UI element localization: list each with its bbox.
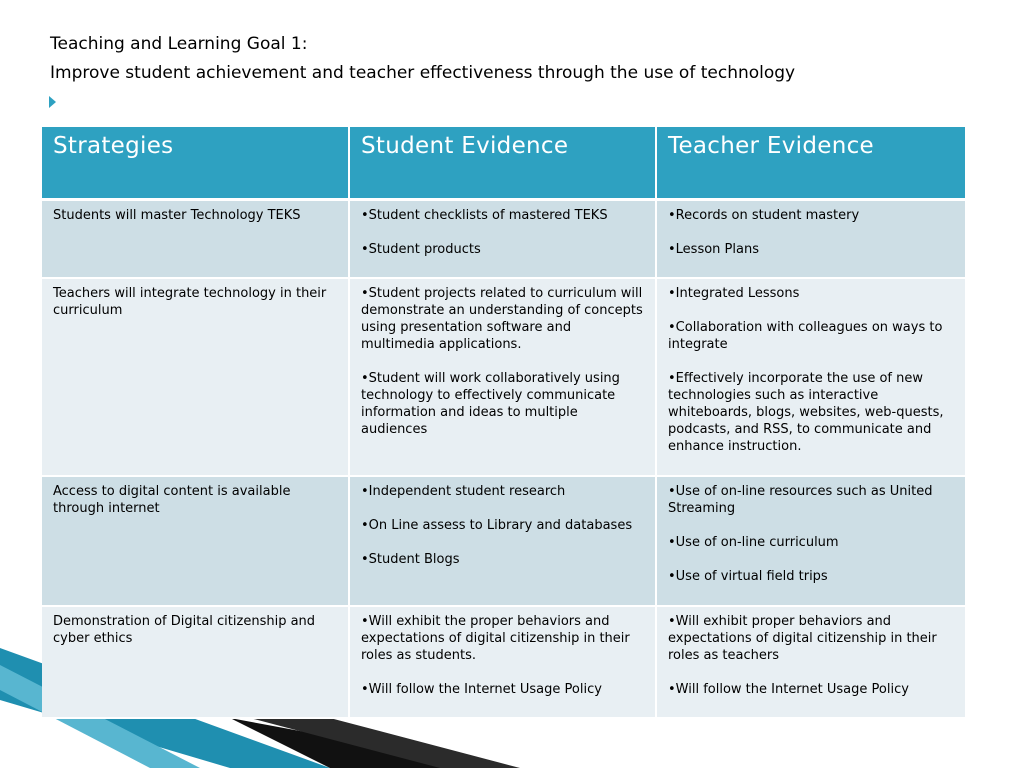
strategy-cell [42,606,349,718]
table-row [42,278,965,476]
table-row [42,476,965,606]
student-evidence-cell [349,199,656,278]
student-evidence-cell [349,606,656,718]
teacher-evidence-cell [656,199,965,278]
list-item: •Independent student research [361,484,566,499]
slide-title [50,30,990,88]
list-item: •On Line assess to Library and databases [361,518,633,533]
student-evidence-cell [349,476,656,606]
list-item: •Use of virtual field trips [668,569,828,584]
header-teacher-evidence: Teacher Evidence [656,127,965,199]
list-item: •Will exhibit proper behaviors and expectations of digital citizenship in their roles as teachers [668,614,937,663]
list-item: •Student will work collaboratively using technology to effectively communicate information and ideas to multiple audiences [361,371,620,437]
strategy-cell [42,476,349,606]
list-item: •Student checklists of mastered TEKS [361,207,608,223]
list-item: •Records on student mastery [668,207,860,223]
table-header-row [42,127,965,199]
list-item: •Student projects related to curriculum will demonstrate an understanding of concepts using presentation software and multimedia applications. [361,286,643,352]
goals-table [42,127,965,719]
header-student-evidence: Student Evidence [349,127,656,199]
list-item: •Student Blogs [361,552,460,567]
title-line-2: Improve student achievement and teacher effectiveness through the use of technology [50,63,796,83]
strategy-text: Students will master Technology TEKS [53,207,301,223]
list-item: •Student products [361,241,481,257]
list-item: •Lesson Plans [668,241,759,257]
teacher-evidence-cell [656,476,965,606]
list-item: •Integrated Lessons [668,286,800,301]
student-evidence-cell [349,278,656,476]
strategy-text: Access to digital content is available through internet [53,484,291,516]
header-strategies: Strategies [42,127,349,199]
strategy-text: Teachers will integrate technology in their curriculum [53,286,327,318]
list-item: •Use of on-line resources such as United Streaming [668,484,933,516]
strategy-text: Demonstration of Digital citizenship and cyber ethics [53,614,316,646]
title-line-1: Teaching and Learning Goal 1: [50,34,308,54]
strategy-cell [42,199,349,278]
table-row [42,606,965,718]
table-row [42,199,965,278]
teacher-evidence-cell [656,278,965,476]
list-item: •Collaboration with colleagues on ways to integrate [668,320,943,352]
list-item: •Use of on-line curriculum [668,535,839,550]
list-item: •Will follow the Internet Usage Policy [361,682,602,697]
list-item: •Effectively incorporate the use of new technologies such as interactive whiteboards, blogs, websites, web-quests, podcasts, and RSS, to communicate and enhance instruction. [668,371,944,454]
bullet-arrow-icon [49,96,56,108]
list-item: •Will exhibit the proper behaviors and expectations of digital citizenship in their roles as students. [361,614,630,663]
teacher-evidence-cell [656,606,965,718]
strategy-cell [42,278,349,476]
list-item: •Will follow the Internet Usage Policy [668,682,909,697]
